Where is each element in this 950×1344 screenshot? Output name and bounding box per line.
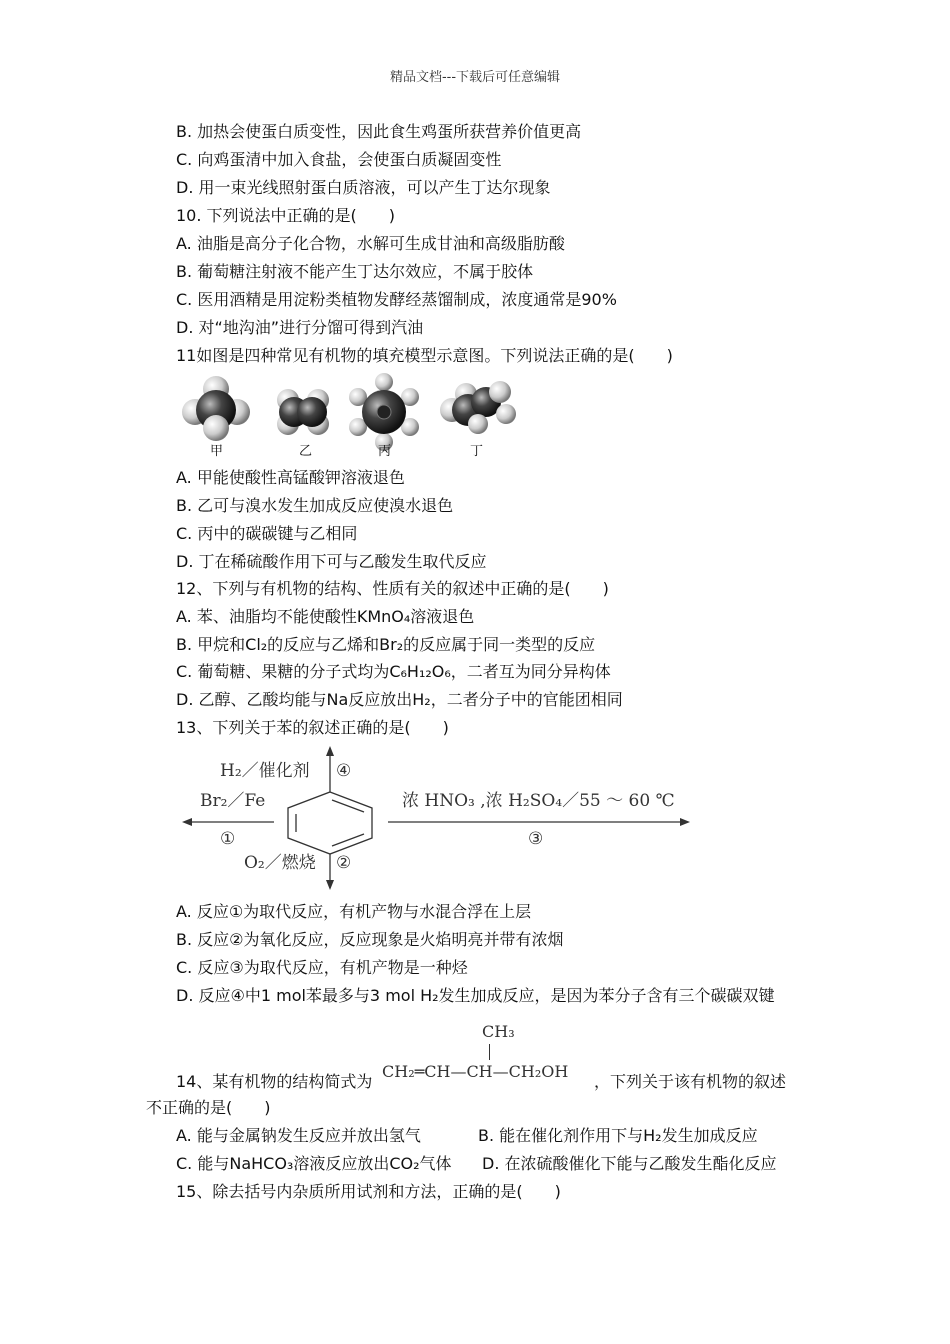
benzene-ring-icon xyxy=(288,792,372,854)
q11-option-c: C. 丙中的碳碳键与乙相同 xyxy=(176,524,358,543)
q11-stem: 11如图是四种常见有机物的填充模型示意图。下列说法正确的是( ) xyxy=(176,346,673,365)
formula-methyl-branch: CH₃ xyxy=(482,1022,515,1041)
methane-model-icon xyxy=(182,376,250,441)
q12-option-a: A. 苯、油脂均不能使酸性KMnO₄溶液退色 xyxy=(176,607,475,626)
reagent-left: Br₂／Fe xyxy=(200,791,266,811)
formula-main-chain: CH₂═CH—CH—CH₂OH xyxy=(382,1062,569,1081)
q14-option-b: B. 能在催化剂作用下与H₂发生加成反应 xyxy=(478,1126,758,1145)
q10-option-a: A. 油脂是高分子化合物，水解可生成甘油和高级脂肪酸 xyxy=(176,234,565,253)
q13-option-b: B. 反应②为氧化反应，反应现象是火焰明亮并带有浓烟 xyxy=(176,930,564,949)
q13-option-c: C. 反应③为取代反应，有机产物是一种烃 xyxy=(176,958,468,977)
q13-option-d: D. 反应④中1 mol苯最多与3 mol H₂发生加成反应，是因为苯分子含有三个碳碳双键 xyxy=(176,986,775,1005)
q10-stem: 10. 下列说法中正确的是( ) xyxy=(176,206,396,225)
reagent-right: 浓 HNO₃ ,浓 H₂SO₄／55 ～ 60 ℃ xyxy=(402,791,675,811)
q12-stem: 12、下列与有机物的结构、性质有关的叙述中正确的是( ) xyxy=(176,579,609,598)
page-header: 精品文档---下载后可任意编辑 xyxy=(389,70,561,85)
q13-stem: 13、下列关于苯的叙述正确的是( ) xyxy=(176,718,449,737)
q9-option-b: B. 加热会使蛋白质变性，因此食生鸡蛋所获营养价值更高 xyxy=(176,122,582,141)
q12-option-d: D. 乙醇、乙酸均能与Na反应放出H₂，二者分子中的官能团相同 xyxy=(176,690,623,709)
model-label-ding: 丁 xyxy=(470,444,484,459)
q14-stem-line2: 不正确的是( ) xyxy=(146,1098,271,1117)
q14-stem-prefix: 14、某有机物的结构简式为 xyxy=(176,1072,373,1091)
q10-option-d: D. 对“地沟油”进行分馏可得到汽油 xyxy=(176,318,424,337)
reaction-number-1: ① xyxy=(220,829,236,849)
q14-option-d: D. 在浓硫酸催化下能与乙酸发生酯化反应 xyxy=(482,1154,777,1173)
q14-stem-suffix: ，下列关于该有机物的叙述 xyxy=(594,1072,787,1091)
formula-branch-bond xyxy=(489,1044,490,1060)
q11-option-d: D. 丁在稀硫酸作用下可与乙酸发生取代反应 xyxy=(176,552,487,571)
q12-option-c: C. 葡萄糖、果糖的分子式均为C₆H₁₂O₆，二者互为同分异构体 xyxy=(176,662,611,681)
q15-stem: 15、除去括号内杂质所用试剂和方法，正确的是( ) xyxy=(176,1182,561,1201)
q9-option-d: D. 用一束光线照射蛋白质溶液，可以产生丁达尔现象 xyxy=(176,178,551,197)
reagent-up: H₂／催化剂 xyxy=(220,761,310,781)
q14-structural-formula xyxy=(382,1016,592,1086)
ethylene-model-icon xyxy=(277,389,329,435)
model-label-bing: 丙 xyxy=(378,444,392,459)
reaction-number-4: ④ xyxy=(336,761,352,781)
q13-option-a: A. 反应①为取代反应，有机产物与水混合浮在上层 xyxy=(176,902,532,921)
q14-option-c: C. 能与NaHCO₃溶液反应放出CO₂气体 xyxy=(176,1154,452,1173)
model-label-jia: 甲 xyxy=(210,444,224,459)
q10-option-c: C. 医用酒精是用淀粉类植物发酵经蒸馏制成，浓度通常是90% xyxy=(176,290,617,309)
q12-option-b: B. 甲烷和Cl₂的反应与乙烯和Br₂的反应属于同一类型的反应 xyxy=(176,635,596,654)
reaction-number-2: ② xyxy=(336,853,352,873)
model-label-yi: 乙 xyxy=(299,444,313,459)
q11-option-a: A. 甲能使酸性高锰酸钾溶液退色 xyxy=(176,468,405,487)
ethanol-model-icon xyxy=(440,381,516,434)
reagent-down: O₂／燃烧 xyxy=(244,853,316,873)
reaction-number-3: ③ xyxy=(528,829,544,849)
q14-option-a: A. 能与金属钠发生反应并放出氢气 xyxy=(176,1126,421,1145)
q11-option-b: B. 乙可与溴水发生加成反应使溴水退色 xyxy=(176,496,454,515)
q9-option-c: C. 向鸡蛋清中加入食盐，会使蛋白质凝固变性 xyxy=(176,150,502,169)
q10-option-b: B. 葡萄糖注射液不能产生丁达尔效应，不属于胶体 xyxy=(176,262,534,281)
benzene-reaction-diagram xyxy=(176,744,696,894)
